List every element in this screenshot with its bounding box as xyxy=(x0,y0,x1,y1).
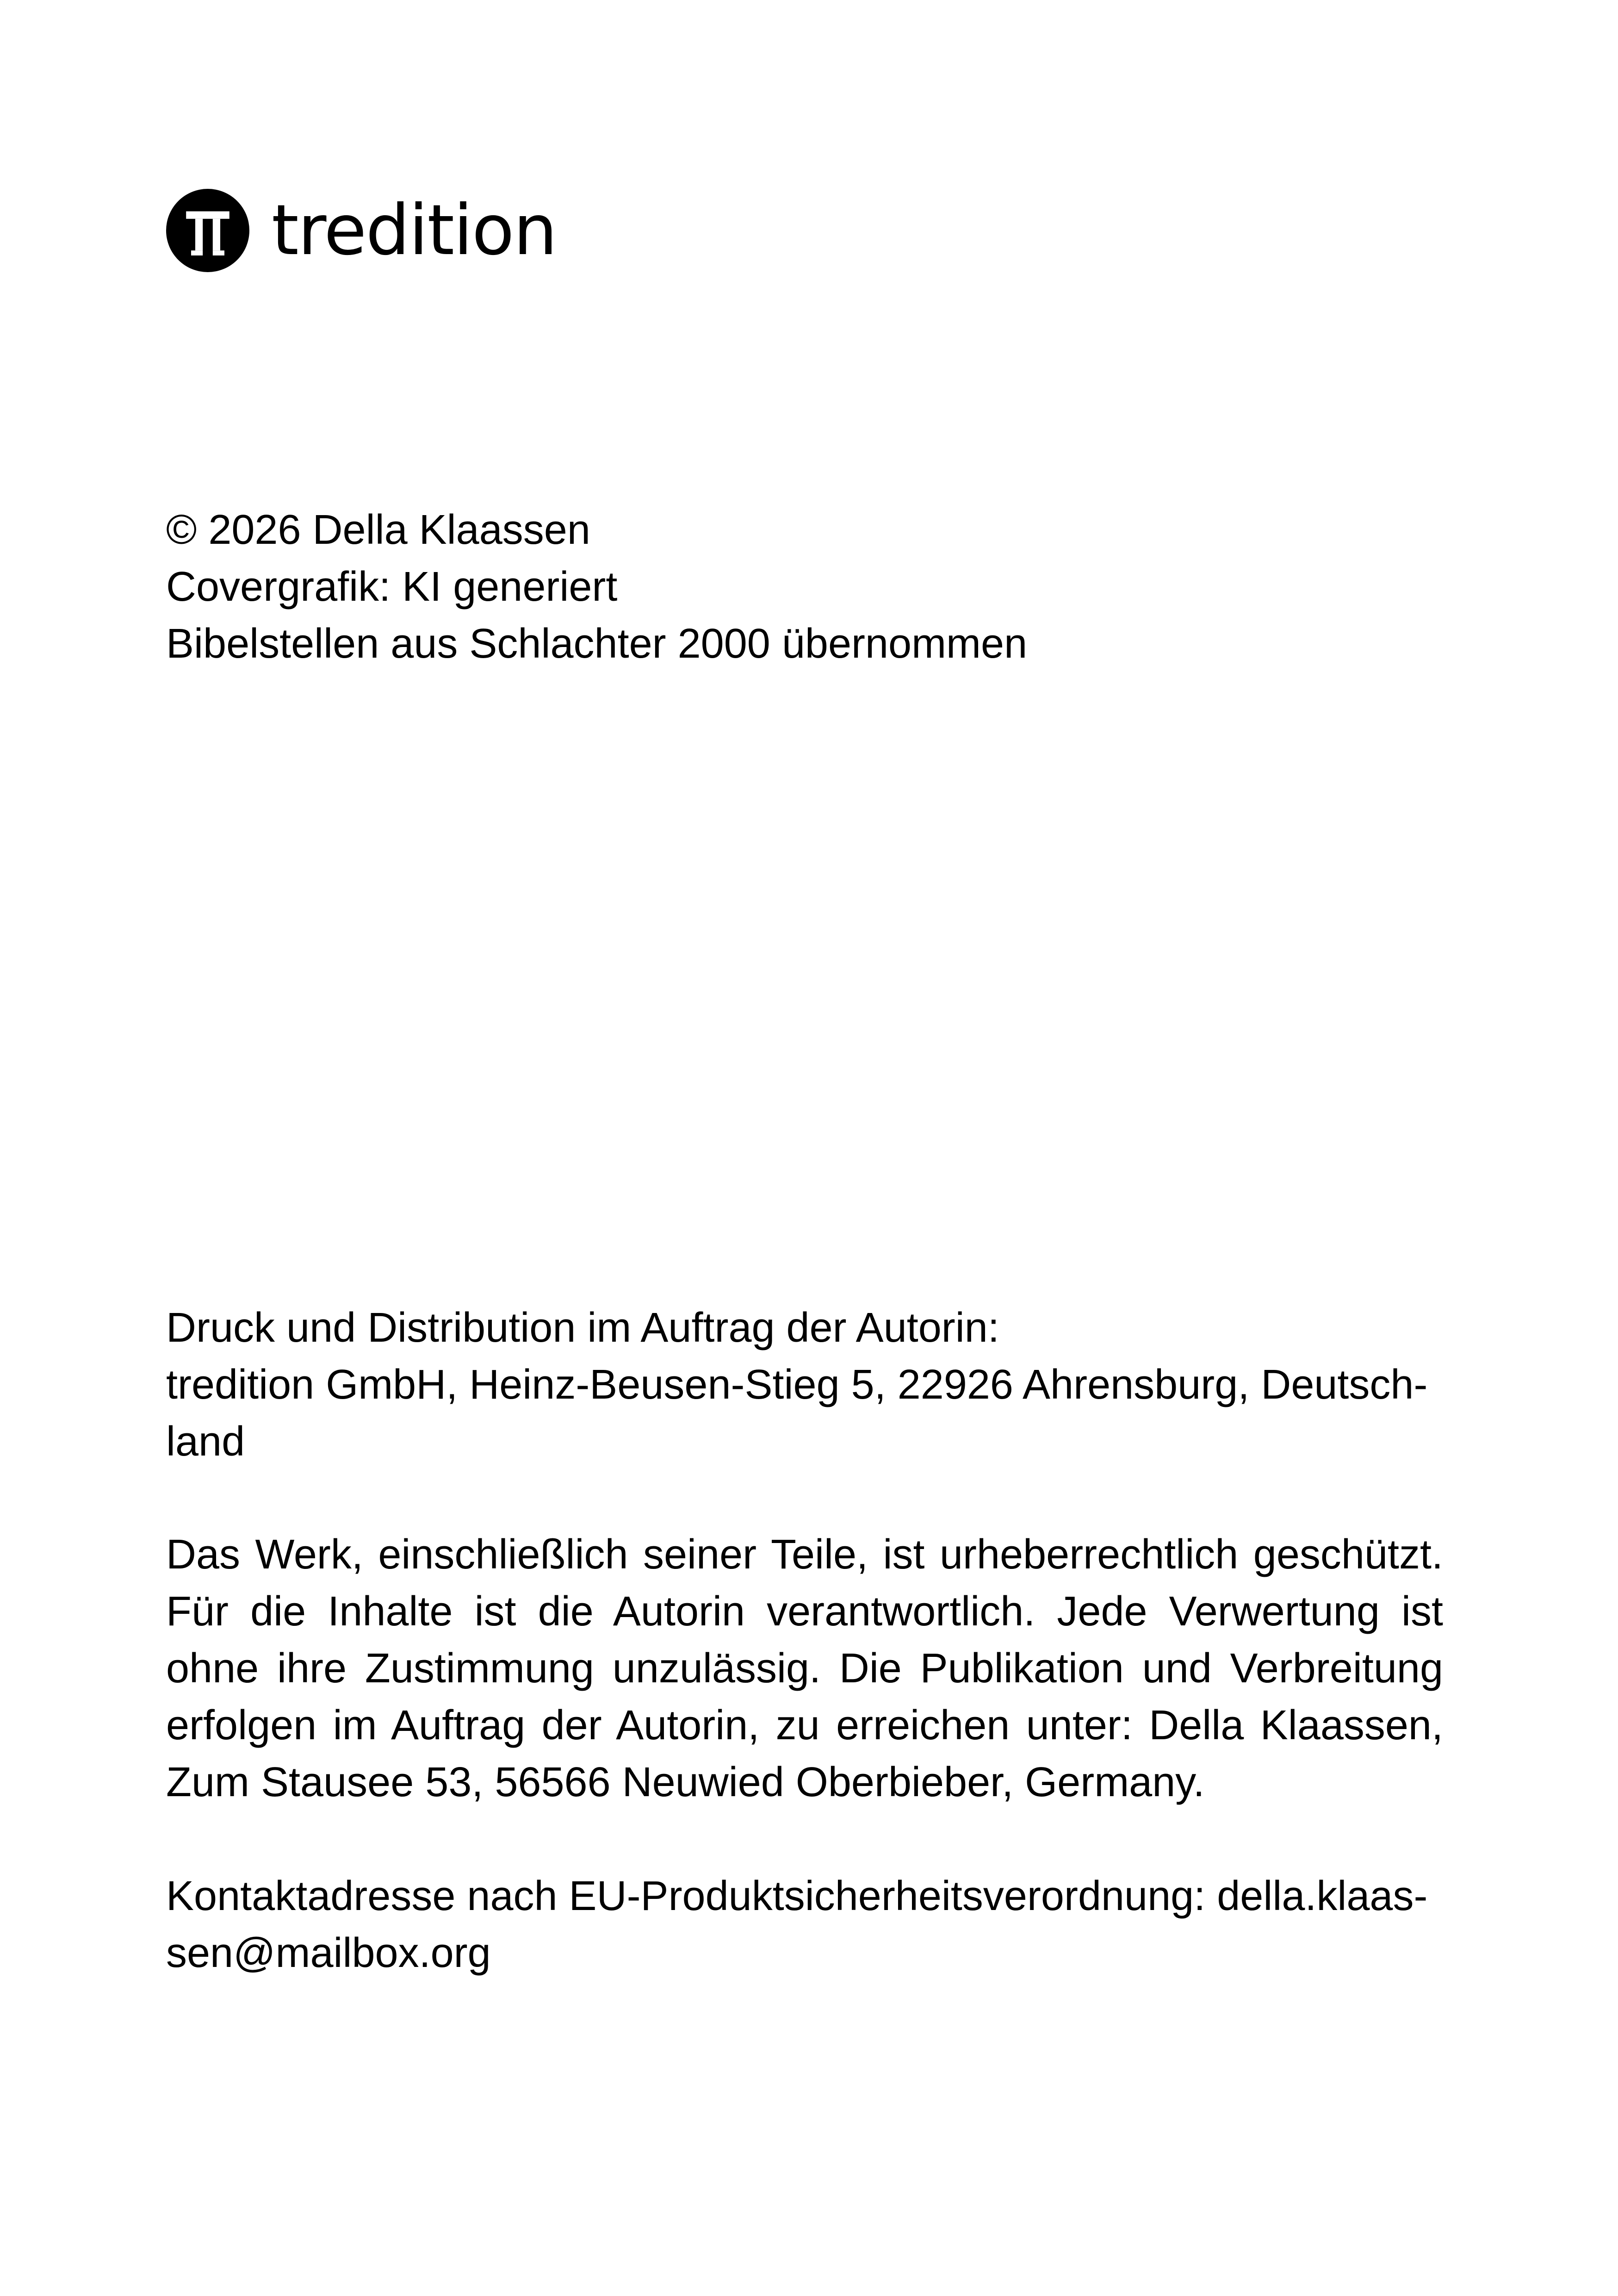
tredition-logo-icon xyxy=(166,189,249,272)
printer-intro-line: Druck und Distribution im Auftrag der Autorin: xyxy=(166,1305,999,1351)
contact-line: Kontaktadresse nach EU-Produktsicherheitsverordnung: della.klaas- xyxy=(166,1873,1428,1919)
cover-credit-line: Covergrafik: KI generiert xyxy=(166,564,618,610)
rights-text: Das Werk, einschließlich seiner Teile, ist urheberrechtlich geschützt. Für die Inhalte ist die Autorin verantwortlich. Jede Verwertung ist ohne ihre Zustimmung unzulässig. Die Publikation und Verbreitung erfolgen im Auftrag der Autorin, zu erreichen unter: Della Klaassen, Zum Stausee 53, 56566 Neuwied Oberbieber, Germany. xyxy=(166,1531,1443,1805)
publisher-logo xyxy=(166,189,557,272)
contact-email-continuation: sen@mailbox.org xyxy=(166,1930,491,1976)
contact-block xyxy=(166,1868,1443,1982)
printer-address-continuation: land xyxy=(166,1419,245,1465)
printer-block xyxy=(166,1300,1443,1470)
printer-address-line: tredition GmbH, Heinz-Beusen-Stieg 5, 22926 Ahrensburg, Deutsch- xyxy=(166,1362,1428,1408)
copyright-block xyxy=(166,502,1443,672)
logo-wordmark: tredition xyxy=(272,190,557,271)
rights-paragraph xyxy=(166,1526,1443,1811)
copyright-line: © 2026 Della Klaassen xyxy=(166,507,590,553)
bible-source-line: Bibelstellen aus Schlachter 2000 übernommen xyxy=(166,621,1028,667)
